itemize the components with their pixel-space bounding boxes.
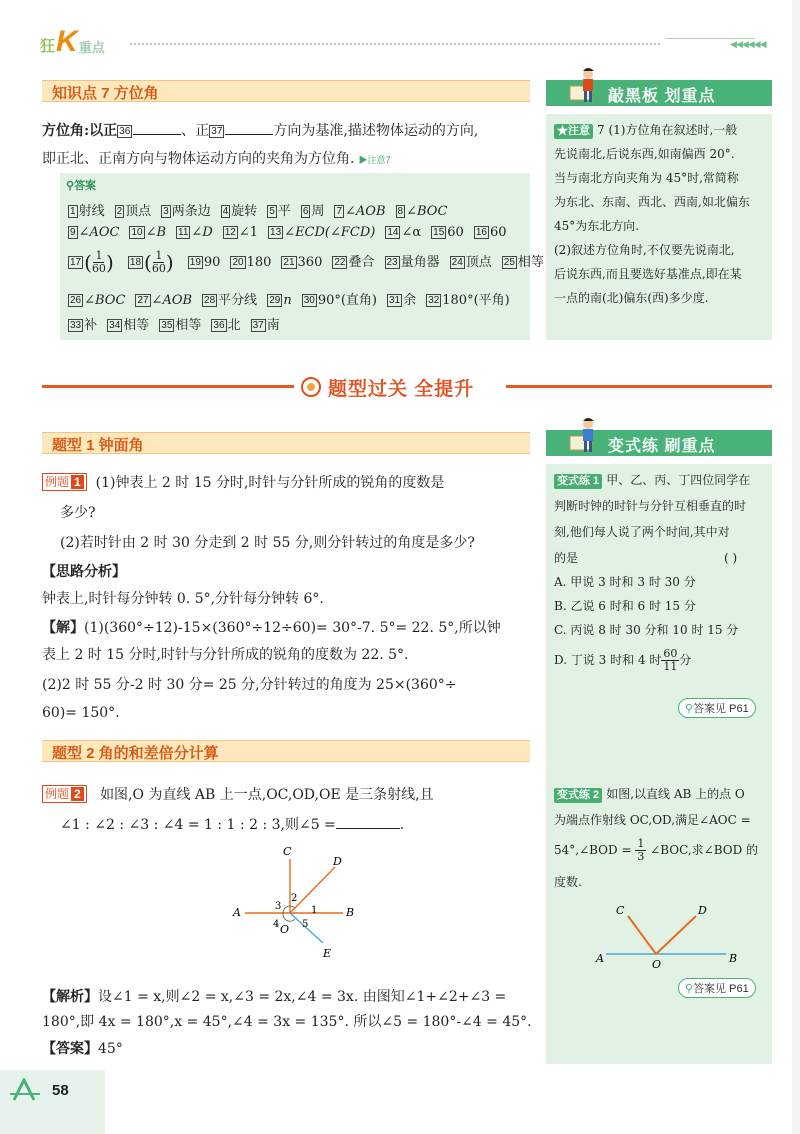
option-a[interactable]: A. 甲说 3 时和 3 时 30 分	[554, 575, 696, 589]
answer-item: 36 北	[213, 318, 241, 333]
example-1-label: 例题 1	[42, 473, 87, 491]
svg-text:O: O	[280, 923, 290, 936]
example-2-q2: ∠1 : ∠2 : ∠3 : ∠4 = 1 : 1 : 2 : 3,则∠5 = .	[60, 812, 404, 838]
answer-box	[60, 173, 544, 340]
answer-item: 26 ∠BOC	[70, 293, 126, 308]
answer-item: 31 余	[389, 293, 417, 308]
header-arrows-icon: ◀◀◀◀◀◀	[730, 40, 766, 50]
svg-text:3: 3	[275, 901, 282, 912]
answer-item: 16 60	[475, 225, 507, 240]
svg-text:C: C	[283, 845, 292, 858]
header-dotted-line	[130, 43, 660, 45]
svg-text:1: 1	[311, 905, 318, 916]
page-edge	[792, 0, 800, 1134]
answer-item: 20 180	[232, 255, 272, 270]
blank-37[interactable]	[225, 120, 273, 135]
example-2-q1: 例题 2 如图,O 为直线 AB 上一点,OC,OD,OE 是三条射线,且	[42, 782, 434, 808]
answer-item: 32 180°(平角)	[428, 293, 510, 308]
answer-item: 5 平	[269, 204, 291, 219]
kp-line-2: 即正北、正南方向与物体运动方向的夹角为方位角. ▶注意7	[42, 151, 391, 167]
example-2-label: 例题 2	[42, 785, 87, 803]
answer-item: 11 ∠D	[178, 225, 213, 240]
blank-36[interactable]	[133, 120, 181, 135]
answer-item: 9 ∠AOC	[70, 225, 120, 240]
student-icon	[568, 416, 602, 456]
answer-row-1	[68, 200, 457, 219]
svg-text:D: D	[333, 855, 342, 868]
answer-item: 2 顶点	[116, 204, 152, 219]
target-icon	[300, 376, 322, 398]
svg-text:D: D	[698, 904, 707, 917]
answer-item: 13 ∠ECD(∠FCD)	[270, 225, 376, 240]
answer-item: 4 旋转	[222, 204, 258, 219]
knowledge-point-header: 知识点 7 方位角	[42, 80, 530, 102]
side-panel-header: 敲黑板 划重点	[546, 80, 772, 106]
answer-item: 25 相等	[503, 255, 544, 270]
answer-row-2	[68, 225, 517, 240]
page-number: 58	[10, 1078, 69, 1102]
answer-item: 23 量角器	[386, 255, 440, 270]
answer-item: 12 ∠1	[224, 225, 259, 240]
header-line	[665, 38, 755, 39]
svg-text:E: E	[323, 947, 332, 960]
see-answer-badge[interactable]: ⚲答案见 P61	[678, 698, 756, 718]
blank-angle5[interactable]	[336, 814, 400, 829]
svg-text:C: C	[616, 904, 625, 917]
topic-2-header: 题型 2 角的和差倍分计算	[42, 740, 530, 762]
answer-item: 15 60	[433, 225, 464, 240]
answer-item: 3 两条边	[163, 204, 211, 219]
answer-paren[interactable]: ( )	[724, 551, 738, 565]
svg-text:2: 2	[291, 893, 298, 904]
section-title: 题型过关 全提升	[300, 374, 530, 400]
side-panel-2-header: 变式练 刷重点	[546, 430, 772, 456]
svg-text:O: O	[652, 958, 662, 971]
answer-item: 35 相等	[161, 318, 202, 333]
answer-item: 8 ∠BOC	[397, 204, 448, 219]
page-header	[0, 0, 800, 60]
answer-item: 1 射线	[70, 204, 105, 219]
answer-item: 29 n	[269, 293, 292, 308]
answer-item: 33 补	[70, 318, 98, 333]
answer-item: 21 360	[283, 255, 323, 270]
pin-icon: ⚲	[685, 983, 694, 995]
answer-item: 7 ∠AOB	[336, 204, 386, 219]
figure-1	[225, 845, 375, 965]
svg-text:5: 5	[302, 919, 309, 930]
divider-right	[506, 385, 772, 388]
svg-text:A: A	[233, 906, 241, 919]
kp-line-1: 方位角:以正 36 、正 37 方向为基准,描述物体运动的方向,	[42, 118, 478, 144]
divider-left	[42, 385, 294, 388]
pin-icon: ⚲	[685, 703, 694, 715]
answer-item: 30 90°(直角)	[303, 293, 377, 308]
answer-item: 34 相等	[109, 318, 150, 333]
see-answer-badge-2[interactable]: ⚲答案见 P61	[678, 978, 756, 998]
option-c[interactable]: C. 丙说 8 时 30 分和 10 时 15 分	[554, 623, 739, 637]
answer-item: 37 南	[252, 318, 280, 333]
answer-row-5	[68, 314, 290, 333]
svg-text:B: B	[346, 906, 355, 919]
student-icon	[568, 66, 602, 106]
topic-1-header: 题型 1 钟面角	[42, 432, 530, 454]
figure-2	[586, 904, 756, 974]
brand-logo: 狂 K 重点	[40, 25, 105, 58]
page-logo-icon	[10, 1078, 50, 1102]
side-panel-note: ★注意 7 (1)方位角在叙述时,一般 先说南北,后说东西,如南偏西 20°. 当与南北方向夹角为 45°时,常简称 为东北、东南、西北、西南,如北偏东 45°为东北方向. (2)叙述方位角时,不仅要先说南北, 后说东西,而且要选好基准点,即在某 一点的南(北)偏东(西)多少度.	[546, 114, 772, 340]
option-b[interactable]: B. 乙说 6 时和 6 时 15 分	[554, 599, 696, 613]
answer-item: 10 ∠B	[131, 225, 167, 240]
answer-title: ⚲答案	[66, 180, 97, 192]
pin-icon: ⚲	[66, 180, 75, 192]
example-1-q1: 例题 1 (1)钟表上 2 时 15 分时,时针与分针所成的锐角的度数是	[42, 470, 444, 496]
answer-item: 28 平分线	[204, 293, 258, 308]
answer-item: 6 周	[302, 204, 325, 219]
answer-item: 27 ∠AOB	[137, 293, 193, 308]
answer-item: 19 90	[189, 255, 221, 270]
option-d[interactable]: D. 丁说 3 时和 4 时 $\frac{60}{11}$ 分	[554, 647, 692, 673]
side-panel-2-body: 变式练 1 甲、乙、丙、丁四位同学在 判断时钟的时针与分针互相垂直的时 刻,他们每人说了两个时间,其中对 的是 ( ) A. 甲说 3 时和 3 时 30 分 B. 乙说 6 时和 6 时 15 分 C. 丙说 8 时 30 分和 10 时 15 分 D. 丁说 3 时和 4 时 $\frac{60}{11}$ 分 ⚲答案见 P61 变式练 2 如图,以直线 AB 上的点 O 为端点作射线 OC,OD,满足∠AOC = 54°,∠BOD = $\frac{1}{3}$ ∠BOC,求∠BOD 的 度数. A B O C D ⚲答案见 P61	[546, 464, 772, 1064]
note-link[interactable]: ▶注意7	[358, 155, 391, 165]
svg-text:B: B	[729, 952, 738, 965]
answer-item: 14 ∠α	[387, 225, 422, 240]
svg-text:4: 4	[273, 919, 280, 930]
answer-item: 24 顶点	[451, 255, 492, 270]
answer-row-4	[68, 289, 520, 308]
svg-text:A: A	[596, 952, 604, 965]
answer-item: 22 叠合	[334, 255, 375, 270]
answer-row-3: 17 ( $\frac{1}{60}$ ) 18 ( $\frac{1}{60}$ ) 19 90 20 180 21 360 22 叠合 23 量角器 24 顶点 25 相等	[70, 249, 544, 275]
